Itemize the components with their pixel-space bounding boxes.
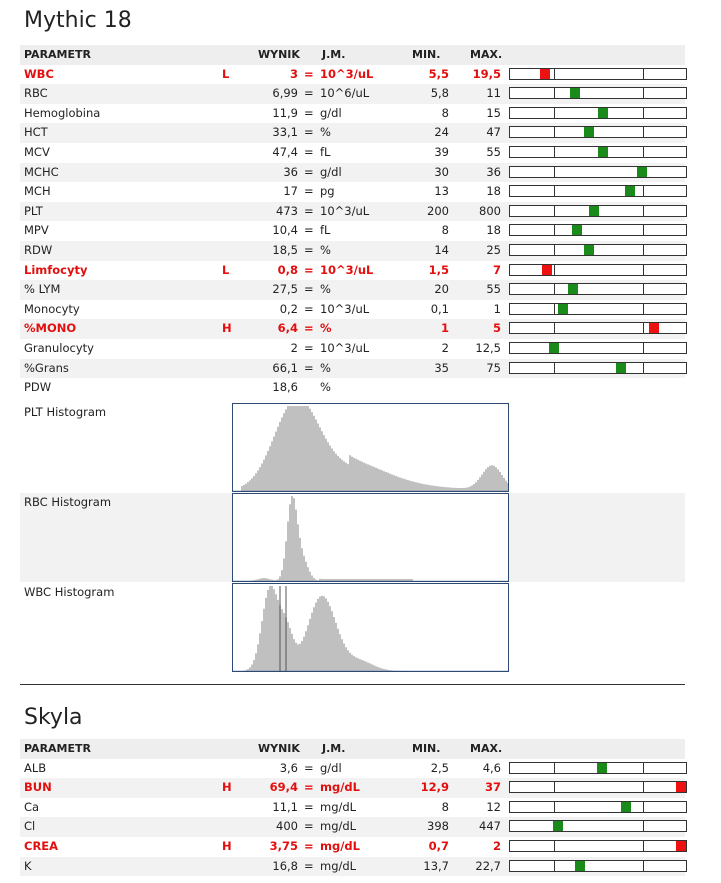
result-value: 6,99: [272, 86, 298, 101]
result-value: 16,8: [272, 858, 298, 873]
max-value: 1: [493, 301, 501, 316]
param-name: RDW: [24, 242, 53, 257]
max-value: 447: [479, 819, 501, 834]
unit: mg/dL: [320, 858, 357, 873]
range-divider: [643, 304, 644, 314]
range-divider: [643, 206, 644, 216]
min-value: 2: [441, 340, 449, 355]
range-divider: [643, 186, 644, 196]
header-param: PARAMETR: [24, 48, 91, 61]
flag: H: [222, 321, 232, 336]
range-divider: [554, 147, 555, 157]
range-bar: [509, 166, 687, 178]
range-bar: [509, 860, 687, 872]
table-row: [20, 817, 685, 837]
range-divider: [554, 167, 555, 177]
equals-sign: =: [304, 760, 314, 775]
range-divider: [554, 69, 555, 79]
header-unit: J.M.: [322, 742, 346, 755]
param-name: PLT: [24, 203, 43, 218]
unit: g/dl: [320, 105, 342, 120]
range-divider: [554, 284, 555, 294]
equals-sign: =: [304, 242, 314, 257]
range-divider: [643, 88, 644, 98]
min-value: 30: [434, 164, 449, 179]
range-bar: [509, 224, 687, 236]
range-divider: [554, 127, 555, 137]
histogram-area: [233, 406, 509, 491]
max-value: 12,5: [475, 340, 501, 355]
unit: g/dl: [320, 760, 342, 775]
result-value: 27,5: [272, 282, 298, 297]
equals-sign: =: [304, 282, 314, 297]
param-name: PDW: [24, 380, 52, 395]
table-row: [20, 123, 685, 143]
min-value: 8: [441, 799, 449, 814]
equals-sign: =: [304, 184, 314, 199]
range-bar: [509, 146, 687, 158]
min-value: 0,7: [428, 838, 449, 853]
range-divider: [554, 206, 555, 216]
range-divider: [554, 245, 555, 255]
unit: %: [320, 380, 331, 395]
range-bar: [509, 322, 687, 334]
param-name: Ca: [24, 799, 40, 814]
range-marker: [676, 841, 686, 851]
range-bar: [509, 303, 687, 315]
param-name: Cl: [24, 819, 36, 834]
unit: %: [320, 125, 331, 140]
result-value: 6,4: [277, 321, 298, 336]
result-value: 17: [283, 184, 298, 199]
equals-sign: =: [304, 799, 314, 814]
equals-sign: =: [304, 360, 314, 375]
result-value: 473: [276, 203, 298, 218]
range-divider: [554, 323, 555, 333]
min-value: 1,5: [428, 262, 449, 277]
param-name: Hemoglobina: [24, 105, 101, 120]
equals-sign: =: [304, 780, 314, 795]
wbc-histogram: [232, 583, 509, 672]
max-value: 25: [486, 242, 501, 257]
flag: L: [222, 262, 230, 277]
range-bar: [509, 762, 687, 774]
range-marker: [584, 127, 594, 137]
unit: pg: [320, 184, 335, 199]
param-name: Granulocyty: [24, 340, 94, 355]
range-bar: [509, 801, 687, 813]
flag: H: [222, 838, 232, 853]
range-marker: [616, 363, 626, 373]
range-divider: [554, 802, 555, 812]
min-value: 14: [434, 242, 449, 257]
result-value: 36: [283, 164, 298, 179]
range-divider: [643, 782, 644, 792]
range-bar: [509, 87, 687, 99]
equals-sign: =: [304, 340, 314, 355]
histogram-row-plt: [20, 403, 685, 492]
table-row: [20, 65, 685, 85]
section-divider: [20, 684, 685, 685]
table-row: [20, 241, 685, 261]
param-name: CREA: [24, 838, 59, 853]
histogram-row-wbc: [20, 583, 685, 672]
unit: %: [320, 242, 331, 257]
unit: %: [320, 321, 332, 336]
range-bar: [509, 362, 687, 374]
range-divider: [554, 363, 555, 373]
equals-sign: =: [304, 144, 314, 159]
range-divider: [643, 763, 644, 773]
table-row: [20, 759, 685, 779]
equals-sign: =: [304, 86, 314, 101]
range-divider: [643, 841, 644, 851]
equals-sign: =: [304, 105, 314, 120]
range-divider: [554, 782, 555, 792]
param-name: MPV: [24, 223, 49, 238]
param-name: MCH: [24, 184, 51, 199]
range-bar: [509, 107, 687, 119]
max-value: 2: [492, 838, 501, 853]
param-name: ALB: [24, 760, 47, 775]
histogram-area: [233, 586, 509, 671]
param-name: RBC: [24, 86, 48, 101]
range-marker: [598, 108, 608, 118]
unit: 10^3/uL: [320, 66, 374, 81]
range-divider: [643, 284, 644, 294]
min-value: 200: [427, 203, 449, 218]
range-divider: [554, 304, 555, 314]
unit: fL: [320, 144, 331, 159]
equals-sign: =: [304, 838, 314, 853]
range-divider: [554, 841, 555, 851]
table-row: [20, 143, 685, 163]
min-value: 35: [434, 360, 449, 375]
max-value: 800: [479, 203, 501, 218]
range-bar: [509, 126, 687, 138]
range-marker: [553, 821, 563, 831]
min-value: 13,7: [423, 858, 449, 873]
range-bar: [509, 205, 687, 217]
range-divider: [643, 108, 644, 118]
range-divider: [643, 225, 644, 235]
header-max: MAX.: [470, 48, 503, 61]
param-name: HCT: [24, 125, 48, 140]
range-marker: [568, 284, 578, 294]
histogram-label: WBC Histogram: [24, 585, 115, 599]
range-divider: [643, 323, 644, 333]
max-value: 37: [484, 780, 501, 795]
result-value: 3: [289, 66, 298, 81]
param-name: MCV: [24, 144, 50, 159]
range-bar: [509, 820, 687, 832]
flag: H: [222, 780, 232, 795]
range-divider: [643, 861, 644, 871]
range-bar: [509, 244, 687, 256]
param-name: Monocyty: [24, 301, 80, 316]
range-marker: [549, 343, 559, 353]
unit: 10^3/uL: [320, 340, 370, 355]
table-row: [20, 339, 685, 359]
histogram-label: PLT Histogram: [24, 405, 107, 419]
unit: %: [320, 282, 331, 297]
range-bar: [509, 342, 687, 354]
equals-sign: =: [304, 66, 314, 81]
range-divider: [554, 763, 555, 773]
range-marker: [589, 206, 599, 216]
range-divider: [643, 343, 644, 353]
header-min: MIN.: [412, 48, 441, 61]
result-value: 47,4: [272, 144, 298, 159]
histogram-area: [233, 496, 509, 581]
result-value: 0,8: [277, 262, 298, 277]
histogram-row-rbc: [20, 493, 685, 582]
result-value: 3,6: [279, 760, 298, 775]
range-marker: [621, 802, 631, 812]
equals-sign: =: [304, 203, 314, 218]
equals-sign: =: [304, 164, 314, 179]
range-marker: [637, 167, 647, 177]
result-value: 33,1: [272, 125, 298, 140]
table-row: [20, 857, 685, 877]
range-marker: [570, 88, 580, 98]
table-row: [20, 778, 685, 798]
unit: fL: [320, 223, 331, 238]
range-marker: [625, 186, 635, 196]
range-divider: [554, 225, 555, 235]
min-value: 24: [434, 125, 449, 140]
result-value: 2: [290, 340, 298, 355]
table-row: [20, 202, 685, 222]
unit: %: [320, 360, 331, 375]
max-value: 7: [492, 262, 501, 277]
range-marker: [575, 861, 585, 871]
table-row: [20, 182, 685, 202]
range-marker: [597, 763, 607, 773]
range-bar: [509, 781, 687, 793]
max-value: 12: [486, 799, 501, 814]
result-value: 18,5: [272, 242, 298, 257]
range-divider: [643, 821, 644, 831]
max-value: 18: [486, 223, 501, 238]
table-row: [20, 84, 685, 104]
range-divider: [643, 265, 644, 275]
range-divider: [643, 69, 644, 79]
param-name: % LYM: [24, 282, 61, 297]
max-value: 11: [486, 86, 501, 101]
rbc-histogram: [232, 493, 509, 582]
range-marker: [572, 225, 582, 235]
unit: 10^3/uL: [320, 262, 374, 277]
unit: 10^3/uL: [320, 301, 370, 316]
range-marker: [649, 323, 659, 333]
param-name: WBC: [24, 66, 54, 81]
histogram-label: RBC Histogram: [24, 495, 112, 509]
min-value: 1: [440, 321, 449, 336]
equals-sign: =: [304, 301, 314, 316]
header-param: PARAMETR: [24, 742, 91, 755]
result-value: 69,4: [269, 780, 298, 795]
range-divider: [554, 861, 555, 871]
max-value: 55: [486, 282, 501, 297]
max-value: 18: [486, 184, 501, 199]
results-table-skyla: [20, 739, 685, 876]
table-row: [20, 280, 685, 300]
unit: mg/dL: [320, 799, 357, 814]
range-bar: [509, 68, 687, 80]
max-value: 36: [486, 164, 501, 179]
min-value: 5,8: [430, 86, 449, 101]
result-value: 18,6: [272, 380, 298, 395]
unit: mg/dL: [320, 780, 360, 795]
max-value: 22,7: [475, 858, 501, 873]
range-divider: [643, 802, 644, 812]
table-header: [20, 739, 685, 759]
range-marker: [540, 69, 550, 79]
min-value: 20: [434, 282, 449, 297]
max-value: 5: [492, 321, 501, 336]
range-marker: [558, 304, 568, 314]
min-value: 5,5: [428, 66, 449, 81]
range-divider: [554, 186, 555, 196]
unit: g/dl: [320, 164, 342, 179]
header-result: WYNIK: [258, 742, 300, 755]
param-name: Limfocyty: [24, 262, 88, 277]
range-bar: [509, 283, 687, 295]
range-marker: [598, 147, 608, 157]
min-value: 8: [441, 105, 449, 120]
param-name: K: [24, 858, 32, 873]
section-title-mythic: Mythic 18: [24, 8, 132, 33]
equals-sign: =: [304, 321, 314, 336]
header-result: WYNIK: [258, 48, 300, 61]
range-divider: [554, 108, 555, 118]
min-value: 2,5: [430, 760, 449, 775]
max-value: 55: [486, 144, 501, 159]
equals-sign: =: [304, 262, 314, 277]
table-row: [20, 163, 685, 183]
plt-histogram: [232, 403, 509, 492]
unit: 10^6/uL: [320, 86, 370, 101]
param-name: BUN: [24, 780, 52, 795]
min-value: 13: [434, 184, 449, 199]
result-value: 66,1: [272, 360, 298, 375]
result-value: 400: [276, 819, 298, 834]
unit: mg/dL: [320, 819, 357, 834]
range-marker: [584, 245, 594, 255]
table-row: [20, 319, 685, 339]
min-value: 39: [434, 144, 449, 159]
table-row: [20, 798, 685, 818]
range-marker: [542, 265, 552, 275]
flag: L: [222, 66, 230, 81]
range-bar: [509, 185, 687, 197]
range-divider: [643, 363, 644, 373]
unit: 10^3/uL: [320, 203, 370, 218]
range-divider: [554, 265, 555, 275]
range-bar: [509, 264, 687, 276]
header-min: MIN.: [412, 742, 441, 755]
range-divider: [643, 127, 644, 137]
min-value: 398: [427, 819, 449, 834]
table-row: [20, 261, 685, 281]
table-row: [20, 359, 685, 379]
table-header: [20, 45, 685, 65]
result-value: 11,1: [272, 799, 298, 814]
max-value: 4,6: [482, 760, 501, 775]
result-value: 0,2: [279, 301, 298, 316]
max-value: 15: [486, 105, 501, 120]
param-name: MCHC: [24, 164, 59, 179]
min-value: 12,9: [420, 780, 449, 795]
max-value: 75: [486, 360, 501, 375]
max-value: 19,5: [472, 66, 501, 81]
result-value: 11,9: [272, 105, 298, 120]
min-value: 8: [441, 223, 449, 238]
max-value: 47: [486, 125, 501, 140]
range-bar: [509, 840, 687, 852]
min-value: 0,1: [430, 301, 449, 316]
equals-sign: =: [304, 819, 314, 834]
table-row: [20, 221, 685, 241]
range-divider: [643, 147, 644, 157]
equals-sign: =: [304, 858, 314, 873]
range-marker: [676, 782, 686, 792]
header-max: MAX.: [470, 742, 503, 755]
range-divider: [643, 245, 644, 255]
table-row: [20, 378, 685, 398]
range-divider: [554, 88, 555, 98]
result-value: 10,4: [272, 223, 298, 238]
unit: mg/dL: [320, 838, 360, 853]
results-table-mythic: [20, 45, 685, 398]
result-value: 3,75: [269, 838, 298, 853]
equals-sign: =: [304, 125, 314, 140]
section-title-skyla: Skyla: [24, 705, 83, 730]
table-row: [20, 300, 685, 320]
param-name: %MONO: [24, 321, 77, 336]
equals-sign: =: [304, 223, 314, 238]
table-row: [20, 837, 685, 857]
header-unit: J.M.: [322, 48, 346, 61]
param-name: %Grans: [24, 360, 69, 375]
table-row: [20, 104, 685, 124]
